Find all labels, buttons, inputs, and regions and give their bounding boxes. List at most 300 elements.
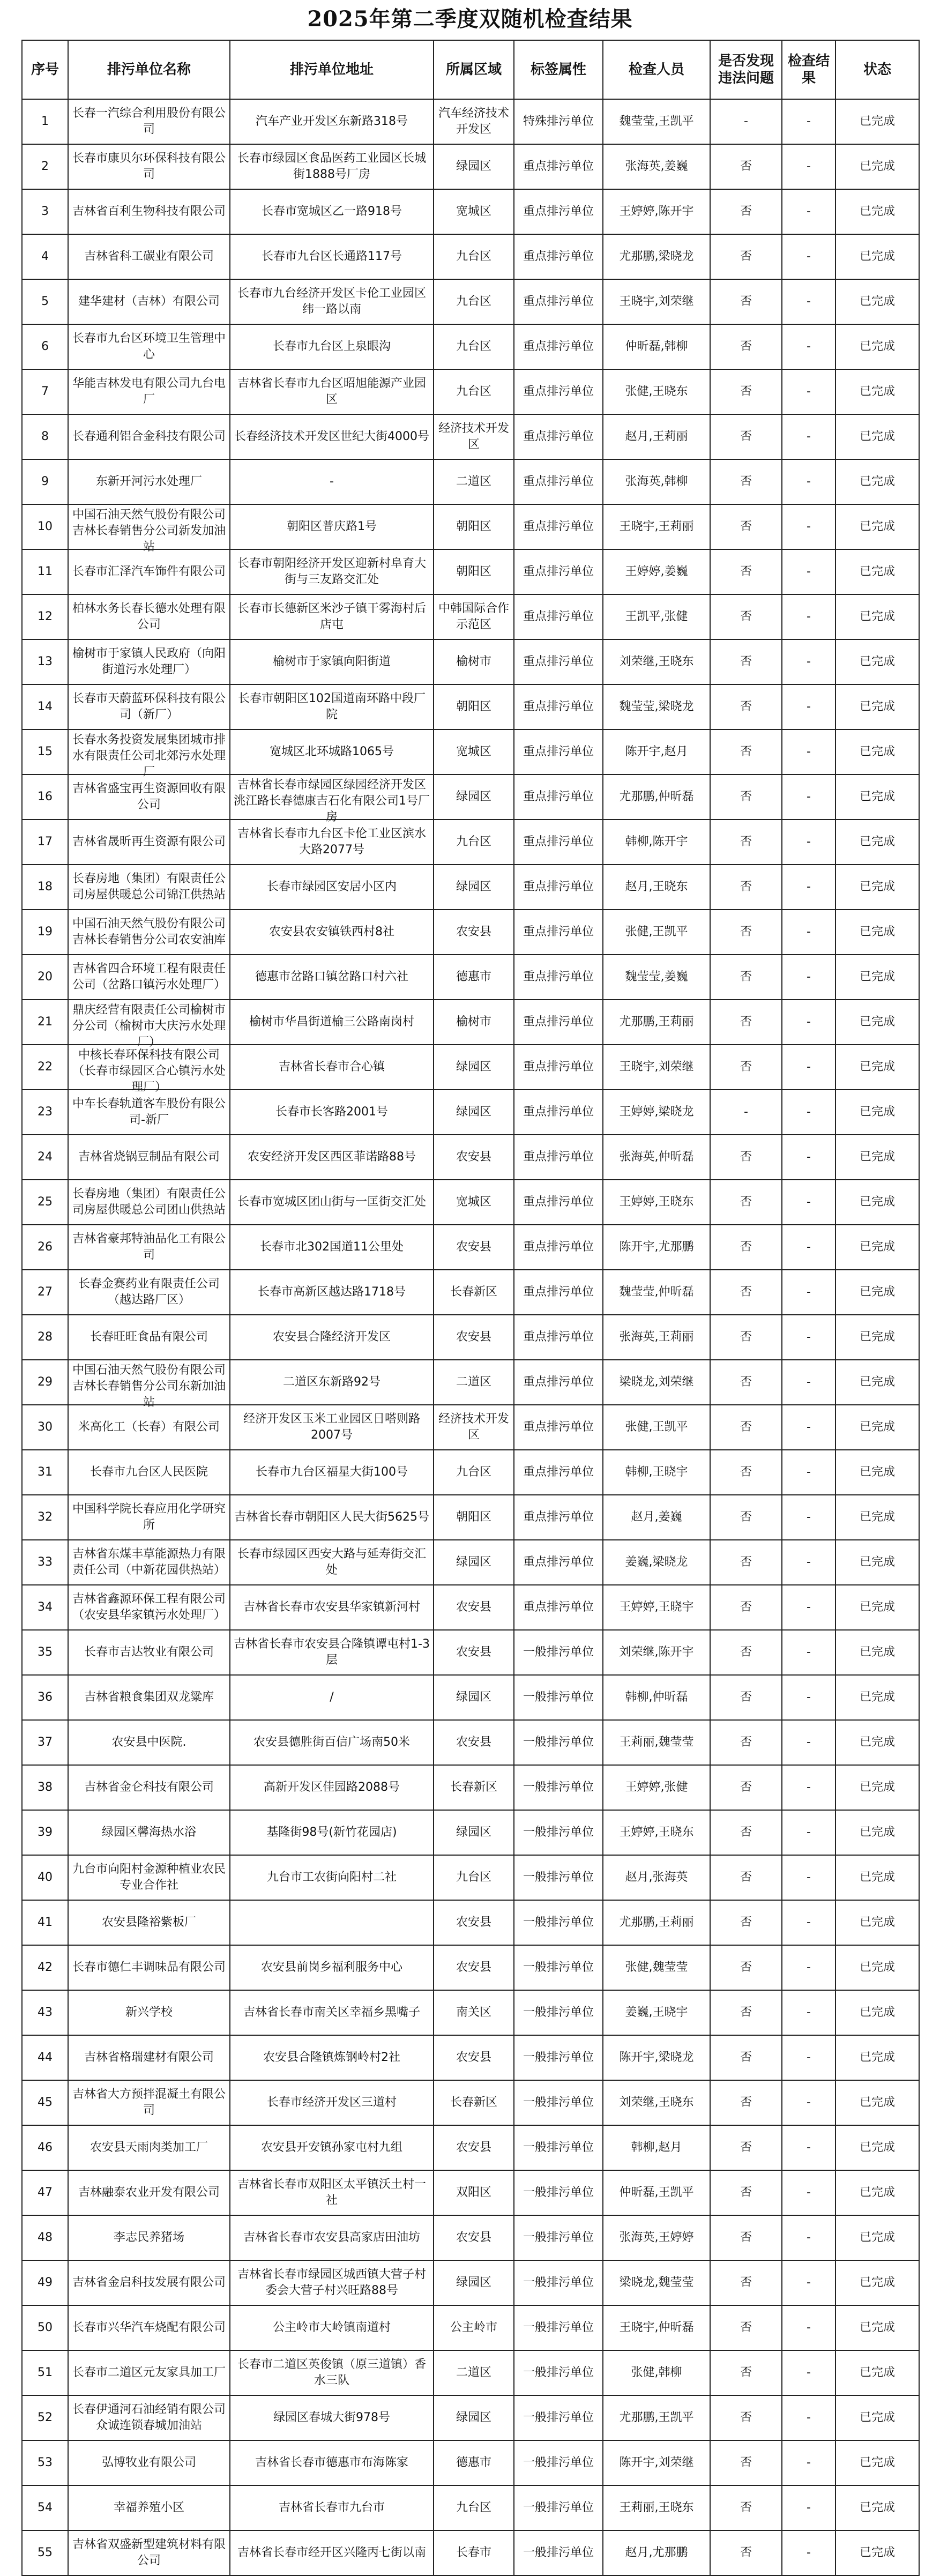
cell-result xyxy=(782,414,835,459)
table-row xyxy=(22,2350,919,2395)
cell-text: 九台区 xyxy=(456,2501,491,2514)
cell-text: 一般排污单位 xyxy=(523,1736,594,1749)
cell-unit-name xyxy=(68,1720,230,1765)
cell-unit-address xyxy=(230,2440,434,2485)
cell-row-index xyxy=(22,2350,68,2395)
cell-region xyxy=(434,1630,514,1675)
cell-result xyxy=(782,1000,835,1045)
cell-text: 已完成 xyxy=(859,1285,895,1299)
cell-violation xyxy=(710,324,782,369)
cell-text: 姜巍,王晓宇 xyxy=(625,2006,688,2019)
cell-result xyxy=(782,1990,835,2035)
cell-text: 否 xyxy=(740,1150,752,1164)
cell-region xyxy=(434,639,514,684)
cell-text: 否 xyxy=(740,430,752,443)
table-row xyxy=(22,2485,919,2530)
table-row xyxy=(22,729,919,775)
cell-text: 农安县合隆镇炼钢岭村2社 xyxy=(263,2051,400,2064)
cell-status xyxy=(835,910,919,955)
cell-text: 8 xyxy=(41,430,49,443)
cell-text: 已完成 xyxy=(859,1916,895,1929)
cell-violation xyxy=(710,1855,782,1900)
cell-text: 长春市长客路2001号 xyxy=(275,1105,388,1119)
cell-inspectors xyxy=(603,729,710,775)
cell-text: 重点排污单位 xyxy=(523,880,594,894)
cell-text: 一般排污单位 xyxy=(523,1826,594,1839)
cell-text: 重点排污单位 xyxy=(523,835,594,848)
cell-text: 魏莹莹,仲昕磊 xyxy=(619,1285,694,1299)
cell-row-index xyxy=(22,144,68,189)
cell-text: 重点排污单位 xyxy=(523,1105,594,1119)
cell-text: 长春经济技术开发区世纪大街4000号 xyxy=(234,430,429,443)
cell-text: 李志民养猪场 xyxy=(113,2231,184,2244)
cell-row-index xyxy=(22,414,68,459)
cell-row-index xyxy=(22,1495,68,1540)
cell-text: 仲昕磊,王凯平 xyxy=(619,2186,694,2199)
cell-text: 长春市高新区越达路1718号 xyxy=(258,1285,406,1299)
cell-text: 已完成 xyxy=(859,1781,895,1794)
cell-text: 已完成 xyxy=(859,2276,895,2289)
cell-text: 19 xyxy=(38,925,53,939)
table-row xyxy=(22,504,919,549)
table-row xyxy=(22,2395,919,2440)
cell-text: 46 xyxy=(38,2141,53,2154)
table-row xyxy=(22,1360,919,1405)
cell-row-index xyxy=(22,549,68,594)
cell-text: 鼎庆经营有限责任公司榆树市分公司（榆树市大庆污水处理厂） xyxy=(72,1003,226,1049)
cell-text: 吉林省科工碳业有限公司 xyxy=(84,250,214,263)
cell-unit-address xyxy=(230,459,434,504)
cell-unit-name xyxy=(68,1630,230,1675)
cell-region xyxy=(434,955,514,1000)
cell-text: 绿园区春城大街978号 xyxy=(273,2411,390,2424)
cell-status xyxy=(835,144,919,189)
cell-text: 王晓宇,仲昕磊 xyxy=(619,2321,694,2334)
cell-text: 梁晓龙,魏莹莹 xyxy=(619,2276,694,2289)
cell-text: 已完成 xyxy=(859,2456,895,2469)
cell-tag xyxy=(514,1450,603,1495)
table-row xyxy=(22,1855,919,1900)
cell-status xyxy=(835,955,919,1000)
cell-text: - xyxy=(744,115,748,128)
cell-region xyxy=(434,459,514,504)
cell-tag xyxy=(514,2440,603,2485)
cell-text: 幸福养殖小区 xyxy=(113,2501,184,2514)
cell-text: 长春市九台区长通路117号 xyxy=(262,250,402,263)
cell-region xyxy=(434,549,514,594)
cell-text: 长春市汇泽汽车饰件有限公司 xyxy=(72,565,226,578)
cell-text: 否 xyxy=(740,1240,752,1254)
table-row xyxy=(22,1180,919,1225)
cell-result xyxy=(782,1180,835,1225)
cell-row-index xyxy=(22,504,68,549)
cell-text: 榆树市 xyxy=(456,1015,491,1029)
cell-row-index xyxy=(22,2485,68,2530)
cell-status xyxy=(835,1765,919,1810)
cell-unit-address xyxy=(230,2260,434,2305)
cell-unit-name xyxy=(68,369,230,414)
cell-unit-address xyxy=(230,504,434,549)
cell-region xyxy=(434,1585,514,1630)
cell-status xyxy=(835,1720,919,1765)
cell-region xyxy=(434,369,514,414)
cell-text: 二道区 xyxy=(456,2366,491,2379)
cell-result xyxy=(782,2440,835,2485)
cell-text: 一般排污单位 xyxy=(523,2186,594,2199)
cell-unit-name xyxy=(68,684,230,729)
col-header-index: 序号 xyxy=(22,40,68,99)
cell-text: 重点排污单位 xyxy=(523,1330,594,1344)
cell-text: 18 xyxy=(38,880,53,894)
cell-unit-name xyxy=(68,1990,230,2035)
cell-region xyxy=(434,865,514,910)
cell-text: 已完成 xyxy=(859,115,895,128)
cell-text: - xyxy=(807,1691,811,1704)
cell-text: 张健,王凯平 xyxy=(625,925,688,939)
cell-text: 吉林省鑫源环保工程有限公司（农安县华家镇污水处理厂） xyxy=(72,1592,226,1622)
cell-text: 九台市工农街向阳村二社 xyxy=(266,1871,397,1884)
cell-text: 1 xyxy=(41,115,49,128)
cell-violation xyxy=(710,2215,782,2260)
cell-text: 农安县隆裕紫板厂 xyxy=(101,1916,196,1929)
table-row xyxy=(22,775,919,820)
cell-text: 否 xyxy=(740,520,752,533)
cell-text: 已完成 xyxy=(859,2501,895,2514)
cell-text: 重点排污单位 xyxy=(523,1240,594,1254)
cell-violation xyxy=(710,1360,782,1405)
cell-text: 25 xyxy=(38,1195,53,1209)
cell-text: 22 xyxy=(38,1060,53,1074)
cell-result xyxy=(782,1045,835,1090)
cell-text: 已完成 xyxy=(859,835,895,848)
cell-unit-name xyxy=(68,2530,230,2575)
cell-result xyxy=(782,324,835,369)
cell-result xyxy=(782,1270,835,1315)
cell-row-index xyxy=(22,324,68,369)
cell-unit-address xyxy=(230,2305,434,2350)
cell-row-index xyxy=(22,1540,68,1585)
cell-status xyxy=(835,1090,919,1135)
cell-tag xyxy=(514,1765,603,1810)
table-row xyxy=(22,2125,919,2170)
cell-text: 已完成 xyxy=(859,565,895,578)
cell-text: 中韩国际合作示范区 xyxy=(438,602,509,631)
cell-row-index xyxy=(22,1270,68,1315)
cell-result xyxy=(782,99,835,144)
cell-text: 14 xyxy=(38,700,53,713)
cell-text: 长春水务投资发展集团城市排水有限责任公司北郊污水处理厂 xyxy=(72,733,226,779)
cell-text: 长春伊通河石油经销有限公司众诚连锁春城加油站 xyxy=(72,2403,226,2432)
cell-unit-address xyxy=(230,234,434,279)
cell-inspectors xyxy=(603,1495,710,1540)
cell-result xyxy=(782,2125,835,2170)
cell-tag xyxy=(514,594,603,639)
cell-unit-address xyxy=(230,2170,434,2215)
cell-inspectors xyxy=(603,639,710,684)
cell-text: 中车长春轨道客车股份有限公司-新厂 xyxy=(72,1097,226,1127)
cell-violation xyxy=(710,549,782,594)
cell-text: - xyxy=(807,745,811,758)
cell-text: 赵月,尤那鹏 xyxy=(625,2546,688,2559)
cell-text: 王莉丽,王晓东 xyxy=(619,2501,694,2514)
cell-text: 重点排污单位 xyxy=(523,1015,594,1029)
cell-region xyxy=(434,1000,514,1045)
cell-unit-name xyxy=(68,1855,230,1900)
cell-text: 绿园区 xyxy=(456,160,491,173)
cell-text: 农安县 xyxy=(456,1600,491,1614)
cell-inspectors xyxy=(603,2080,710,2125)
cell-tag xyxy=(514,2080,603,2125)
cell-row-index xyxy=(22,1990,68,2035)
cell-region xyxy=(434,2395,514,2440)
cell-status xyxy=(835,2440,919,2485)
cell-text: - xyxy=(807,2501,811,2514)
cell-inspectors xyxy=(603,459,710,504)
cell-unit-address xyxy=(230,2080,434,2125)
cell-inspectors xyxy=(603,865,710,910)
cell-tag xyxy=(514,1990,603,2035)
cell-violation xyxy=(710,865,782,910)
cell-result xyxy=(782,820,835,865)
cell-text: 已完成 xyxy=(859,1015,895,1029)
cell-inspectors xyxy=(603,1540,710,1585)
cell-text: 建华建材（吉林）有限公司 xyxy=(78,295,220,308)
cell-text: - xyxy=(807,2006,811,2019)
cell-row-index xyxy=(22,729,68,775)
cell-status xyxy=(835,1540,919,1585)
cell-tag xyxy=(514,414,603,459)
cell-text: - xyxy=(807,1781,811,1794)
cell-violation xyxy=(710,820,782,865)
cell-text: 否 xyxy=(740,340,752,353)
col-header-result: 检查结果 xyxy=(782,40,835,99)
cell-text: 吉林省晟昕再生资源有限公司 xyxy=(72,835,226,848)
cell-region xyxy=(434,1855,514,1900)
cell-text: 已完成 xyxy=(859,2321,895,2334)
cell-text: 吉林省长春市九台区卡伦工业区滨水大路2077号 xyxy=(237,827,426,857)
cell-tag xyxy=(514,279,603,324)
cell-text: 已完成 xyxy=(859,1105,895,1119)
cell-text: 否 xyxy=(740,2096,752,2109)
cell-text: 尤那鹏,王莉丽 xyxy=(619,1916,694,1929)
cell-text: 否 xyxy=(740,1195,752,1209)
cell-status xyxy=(835,1045,919,1090)
cell-text: - xyxy=(807,385,811,398)
cell-text: 重点排污单位 xyxy=(523,925,594,939)
cell-status xyxy=(835,2350,919,2395)
cell-unit-name xyxy=(68,1135,230,1180)
cell-violation xyxy=(710,1180,782,1225)
cell-text: 赵月,王晓东 xyxy=(625,880,688,894)
cell-result xyxy=(782,1765,835,1810)
cell-region xyxy=(434,729,514,775)
cell-text: - xyxy=(807,2456,811,2469)
table-row xyxy=(22,684,919,729)
table-row xyxy=(22,2080,919,2125)
cell-row-index xyxy=(22,820,68,865)
cell-tag xyxy=(514,1270,603,1315)
cell-unit-address xyxy=(230,639,434,684)
cell-text: 重点排污单位 xyxy=(523,160,594,173)
cell-text: 九台区 xyxy=(456,835,491,848)
cell-text: 5 xyxy=(41,295,49,308)
cell-unit-address xyxy=(230,910,434,955)
cell-text: - xyxy=(807,880,811,894)
cell-text: 长春新区 xyxy=(450,2096,497,2109)
cell-inspectors xyxy=(603,414,710,459)
cell-inspectors xyxy=(603,2305,710,2350)
cell-result xyxy=(782,2350,835,2395)
cell-text: 赵月,姜巍 xyxy=(631,1510,682,1524)
table-row xyxy=(22,1405,919,1450)
cell-result xyxy=(782,1135,835,1180)
cell-text: 张海英,王婷婷 xyxy=(619,2231,694,2244)
cell-text: 13 xyxy=(38,655,53,668)
cell-text: 德惠市岔路口镇岔路口村六社 xyxy=(255,970,408,984)
cell-status xyxy=(835,1135,919,1180)
cell-row-index xyxy=(22,1720,68,1765)
cell-result xyxy=(782,549,835,594)
cell-text: 一般排污单位 xyxy=(523,1871,594,1884)
cell-text: 28 xyxy=(38,1330,53,1344)
cell-text: 27 xyxy=(38,1285,53,1299)
cell-unit-name xyxy=(68,2170,230,2215)
cell-text: 吉林省长春市九台市 xyxy=(278,2501,385,2514)
cell-unit-address xyxy=(230,1585,434,1630)
cell-tag xyxy=(514,1585,603,1630)
cell-violation xyxy=(710,1045,782,1090)
cell-unit-address xyxy=(230,2215,434,2260)
cell-text: 经济技术开发区 xyxy=(438,422,509,451)
cell-text: 否 xyxy=(740,1781,752,1794)
cell-text: 49 xyxy=(38,2276,53,2289)
cell-text: 否 xyxy=(740,295,752,308)
cell-region xyxy=(434,1765,514,1810)
cell-text: 38 xyxy=(38,1781,53,1794)
cell-text: 10 xyxy=(38,520,53,533)
cell-inspectors xyxy=(603,2395,710,2440)
cell-tag xyxy=(514,1180,603,1225)
cell-text: 已完成 xyxy=(859,1150,895,1164)
cell-region xyxy=(434,2305,514,2350)
cell-text: 一般排污单位 xyxy=(523,2321,594,2334)
cell-result xyxy=(782,1675,835,1720)
cell-violation xyxy=(710,2350,782,2395)
cell-inspectors xyxy=(603,2440,710,2485)
table-row xyxy=(22,865,919,910)
cell-text: 否 xyxy=(740,2186,752,2199)
cell-text: 重点排污单位 xyxy=(523,610,594,623)
cell-unit-address xyxy=(230,1405,434,1450)
cell-violation xyxy=(710,279,782,324)
cell-text: 吉林省烧锅豆制品有限公司 xyxy=(78,1150,220,1164)
cell-unit-address xyxy=(230,1090,434,1135)
table-row xyxy=(22,1720,919,1765)
cell-unit-address xyxy=(230,2035,434,2080)
cell-text: 50 xyxy=(38,2321,53,2334)
cell-status xyxy=(835,414,919,459)
cell-status xyxy=(835,2530,919,2575)
cell-text: 否 xyxy=(740,1826,752,1839)
cell-region xyxy=(434,1270,514,1315)
cell-text: - xyxy=(807,2186,811,2199)
table-row xyxy=(22,1045,919,1090)
cell-inspectors xyxy=(603,775,710,820)
cell-text: 重点排污单位 xyxy=(523,1375,594,1389)
table-row xyxy=(22,414,919,459)
cell-text: - xyxy=(807,1060,811,1074)
cell-inspectors xyxy=(603,1225,710,1270)
cell-text: 否 xyxy=(740,1600,752,1614)
cell-status xyxy=(835,1225,919,1270)
table-row xyxy=(22,820,919,865)
cell-text: 否 xyxy=(740,2456,752,2469)
cell-status xyxy=(835,2305,919,2350)
cell-text: 已完成 xyxy=(859,2006,895,2019)
cell-inspectors xyxy=(603,955,710,1000)
cell-text: 王婷婷,王晓宇 xyxy=(619,1600,694,1614)
cell-inspectors xyxy=(603,910,710,955)
cell-text: 否 xyxy=(740,1736,752,1749)
cell-unit-name xyxy=(68,639,230,684)
table-row xyxy=(22,1135,919,1180)
cell-text: 9 xyxy=(41,475,49,488)
cell-text: 王晓宇,王莉丽 xyxy=(619,520,694,533)
cell-text: 否 xyxy=(740,1285,752,1299)
cell-inspectors xyxy=(603,1045,710,1090)
cell-unit-address xyxy=(230,2395,434,2440)
cell-inspectors xyxy=(603,820,710,865)
cell-status xyxy=(835,189,919,234)
cell-text: 尤那鹏,王莉丽 xyxy=(619,1015,694,1029)
cell-text: 九台区 xyxy=(456,385,491,398)
cell-tag xyxy=(514,1225,603,1270)
cell-inspectors xyxy=(603,1405,710,1450)
table-row xyxy=(22,2170,919,2215)
cell-region xyxy=(434,2125,514,2170)
cell-region xyxy=(434,99,514,144)
cell-text: 绿园区 xyxy=(456,1060,491,1074)
cell-text: 已完成 xyxy=(859,295,895,308)
cell-text: 重点排污单位 xyxy=(523,385,594,398)
table-row xyxy=(22,2260,919,2305)
cell-text: 柏林水务长春长德水处理有限公司 xyxy=(72,602,226,631)
cell-status xyxy=(835,2395,919,2440)
cell-unit-address xyxy=(230,369,434,414)
cell-text: - xyxy=(807,475,811,488)
cell-tag xyxy=(514,189,603,234)
cell-status xyxy=(835,2035,919,2080)
cell-text: 吉林省长春市九台区昭旭能源产业园区 xyxy=(237,377,426,406)
cell-text: 已完成 xyxy=(859,610,895,623)
cell-region xyxy=(434,189,514,234)
cell-text: 宽城区 xyxy=(456,1195,491,1209)
cell-unit-name xyxy=(68,1495,230,1540)
cell-tag xyxy=(514,2125,603,2170)
cell-text: 中核长春环保科技有限公司（长春市绿园区合心镇污水处理厂） xyxy=(72,1048,226,1094)
cell-text: 长春市长德新区米沙子镇干雾海村后店屯 xyxy=(237,602,426,631)
cell-unit-address xyxy=(230,414,434,459)
cell-text: - xyxy=(807,2411,811,2424)
cell-region xyxy=(434,1135,514,1180)
cell-region xyxy=(434,2485,514,2530)
cell-result xyxy=(782,2215,835,2260)
cell-text: - xyxy=(807,1826,811,1839)
cell-unit-address xyxy=(230,1180,434,1225)
cell-text: 吉林省长春市合心镇 xyxy=(278,1060,385,1074)
cell-text: 否 xyxy=(740,1555,752,1569)
cell-text: 农安县 xyxy=(456,1150,491,1164)
